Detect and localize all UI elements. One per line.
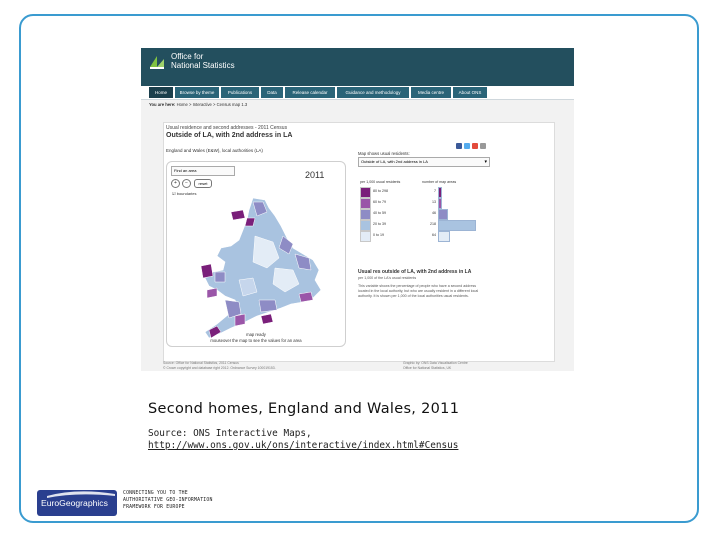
legend-count: 7: [434, 189, 436, 193]
legend-label: 20 to 39: [373, 222, 386, 226]
description-title: Usual res outside of LA, with 2nd address in LA: [358, 269, 472, 275]
nav-tab-browse[interactable]: Browse by theme: [175, 87, 219, 98]
zoom-in-button[interactable]: +: [171, 179, 180, 188]
zoom-out-button[interactable]: −: [182, 179, 191, 188]
legend-bar: [438, 198, 442, 209]
ons-screenshot: [141, 48, 574, 371]
tagline-2: AUTHORITATIVE GEO-INFORMATION: [123, 498, 213, 503]
tagline: [123, 490, 213, 511]
legend-label: 0 to 19: [373, 233, 384, 237]
find-area-input[interactable]: Find an area: [171, 166, 235, 176]
nav-tab-guidance[interactable]: Guidance and methodology: [337, 87, 409, 98]
footnote-right-1: Graphic by: ONS Data Visualisation Centre: [403, 361, 468, 365]
variable-select-value: Outside of LA, with 2nd address in LA: [361, 159, 428, 164]
legend-swatch: [360, 198, 371, 209]
legend-label: 60 to 79: [373, 200, 386, 204]
legend-bar: [438, 231, 450, 242]
breadcrumb-path[interactable]: Home > Interactive > Census map 1.3: [176, 102, 248, 107]
description-body: This variable shows the percentage of people who have a second address located in the local authority, but who are usually resident in a different local authority. It is shown per 1,000 of the local authorities usual residents.: [358, 284, 479, 298]
census-map-panel: [163, 122, 555, 362]
tagline-1: CONNECTING YOU TO THE: [123, 491, 188, 496]
legend-count: 218: [430, 222, 436, 226]
map-title: Outside of LA, with 2nd address in LA: [166, 132, 293, 139]
legend-row[interactable]: [360, 187, 480, 196]
legend-swatch: [360, 220, 371, 231]
legend-row[interactable]: [360, 209, 480, 218]
footnote-left-2: © Crown copyright and database right 2012. Ordnance Survey 100019153.: [163, 365, 276, 370]
ons-logo-icon: [149, 54, 165, 70]
ons-logo-text[interactable]: [171, 52, 235, 70]
legend-bar: [438, 209, 448, 220]
nav-tab-home[interactable]: Home: [149, 87, 173, 98]
map-title-small: Usual residence and second addresses - 2011 Census: [166, 125, 288, 131]
variable-select[interactable]: [358, 157, 490, 167]
legend-count: 46: [432, 211, 436, 215]
footnote-right: [403, 361, 468, 370]
legend-swatch: [360, 231, 371, 242]
twitter-icon[interactable]: [464, 143, 470, 149]
map-year: 2011: [305, 170, 325, 180]
ons-logo-line1: Office for: [171, 52, 204, 61]
nav-tab-about[interactable]: About ONS: [453, 87, 487, 98]
nav-tab-media[interactable]: Media centre: [411, 87, 451, 98]
map-canvas[interactable]: [166, 161, 346, 347]
legend-swatch: [360, 187, 371, 198]
ons-nav: [141, 86, 574, 100]
england-wales-map[interactable]: [195, 196, 325, 344]
map-hint: mouseover the map to see the values for an area: [210, 338, 302, 343]
legend-row[interactable]: [360, 231, 480, 240]
chevron-down-icon: ▾: [484, 159, 487, 165]
tagline-3: FRAMEWORK FOR EUROPE: [123, 505, 185, 510]
legend-row[interactable]: [360, 220, 480, 229]
slide-caption: Second homes, England and Wales, 2011: [148, 401, 460, 417]
legend-col2: number of map areas: [422, 180, 457, 184]
legend-label: 80 to 298: [373, 189, 388, 193]
eurogeographics-logo: [37, 490, 117, 516]
legend-label: 40 to 59: [373, 211, 386, 215]
reset-button[interactable]: reset: [194, 179, 212, 188]
footnote-right-2: Office for National Statistics, UK: [403, 365, 452, 370]
checkbox-icon: ☑: [172, 191, 176, 196]
share-icon[interactable]: [472, 143, 478, 149]
facebook-icon[interactable]: [456, 143, 462, 149]
nav-tab-release-calendar[interactable]: Release calendar: [285, 87, 335, 98]
legend-count: 64: [432, 233, 436, 237]
map-subtitle: England and Wales (E&W), local authorities (LA): [166, 148, 263, 153]
legend-row[interactable]: [360, 198, 480, 207]
boundaries-label: boundaries: [176, 191, 197, 196]
legend-count: 13: [432, 200, 436, 204]
boundaries-toggle[interactable]: [172, 191, 197, 196]
fullscreen-icon[interactable]: [480, 143, 486, 149]
ons-header: [141, 48, 574, 86]
logo-text: EuroGeographics: [41, 498, 108, 508]
legend-bar: [438, 187, 442, 198]
nav-tab-data[interactable]: Data: [261, 87, 283, 98]
breadcrumb-prefix: You are here:: [149, 102, 176, 107]
legend-bar: [438, 220, 476, 231]
legend-col1: per 1,000 usual residents: [360, 180, 401, 184]
slide-source-link[interactable]: http://www.ons.gov.uk/ons/interactive/index.html#Census: [148, 440, 459, 451]
map-status: map ready: [246, 332, 266, 337]
slide-source: Source: ONS Interactive Maps,: [148, 428, 312, 439]
legend-swatch: [360, 209, 371, 220]
description-sub: per 1,000 of the LA's usual residents: [358, 276, 417, 280]
ons-logo-line2: National Statistics: [171, 61, 235, 70]
footnote-left: [163, 361, 276, 370]
breadcrumb: [149, 102, 247, 107]
footnote-left-1: Source: Office for National Statistics, 2011 Census: [163, 361, 239, 365]
nav-tab-publications[interactable]: Publications: [221, 87, 259, 98]
select-label: Map shows usual residents:: [358, 151, 410, 156]
